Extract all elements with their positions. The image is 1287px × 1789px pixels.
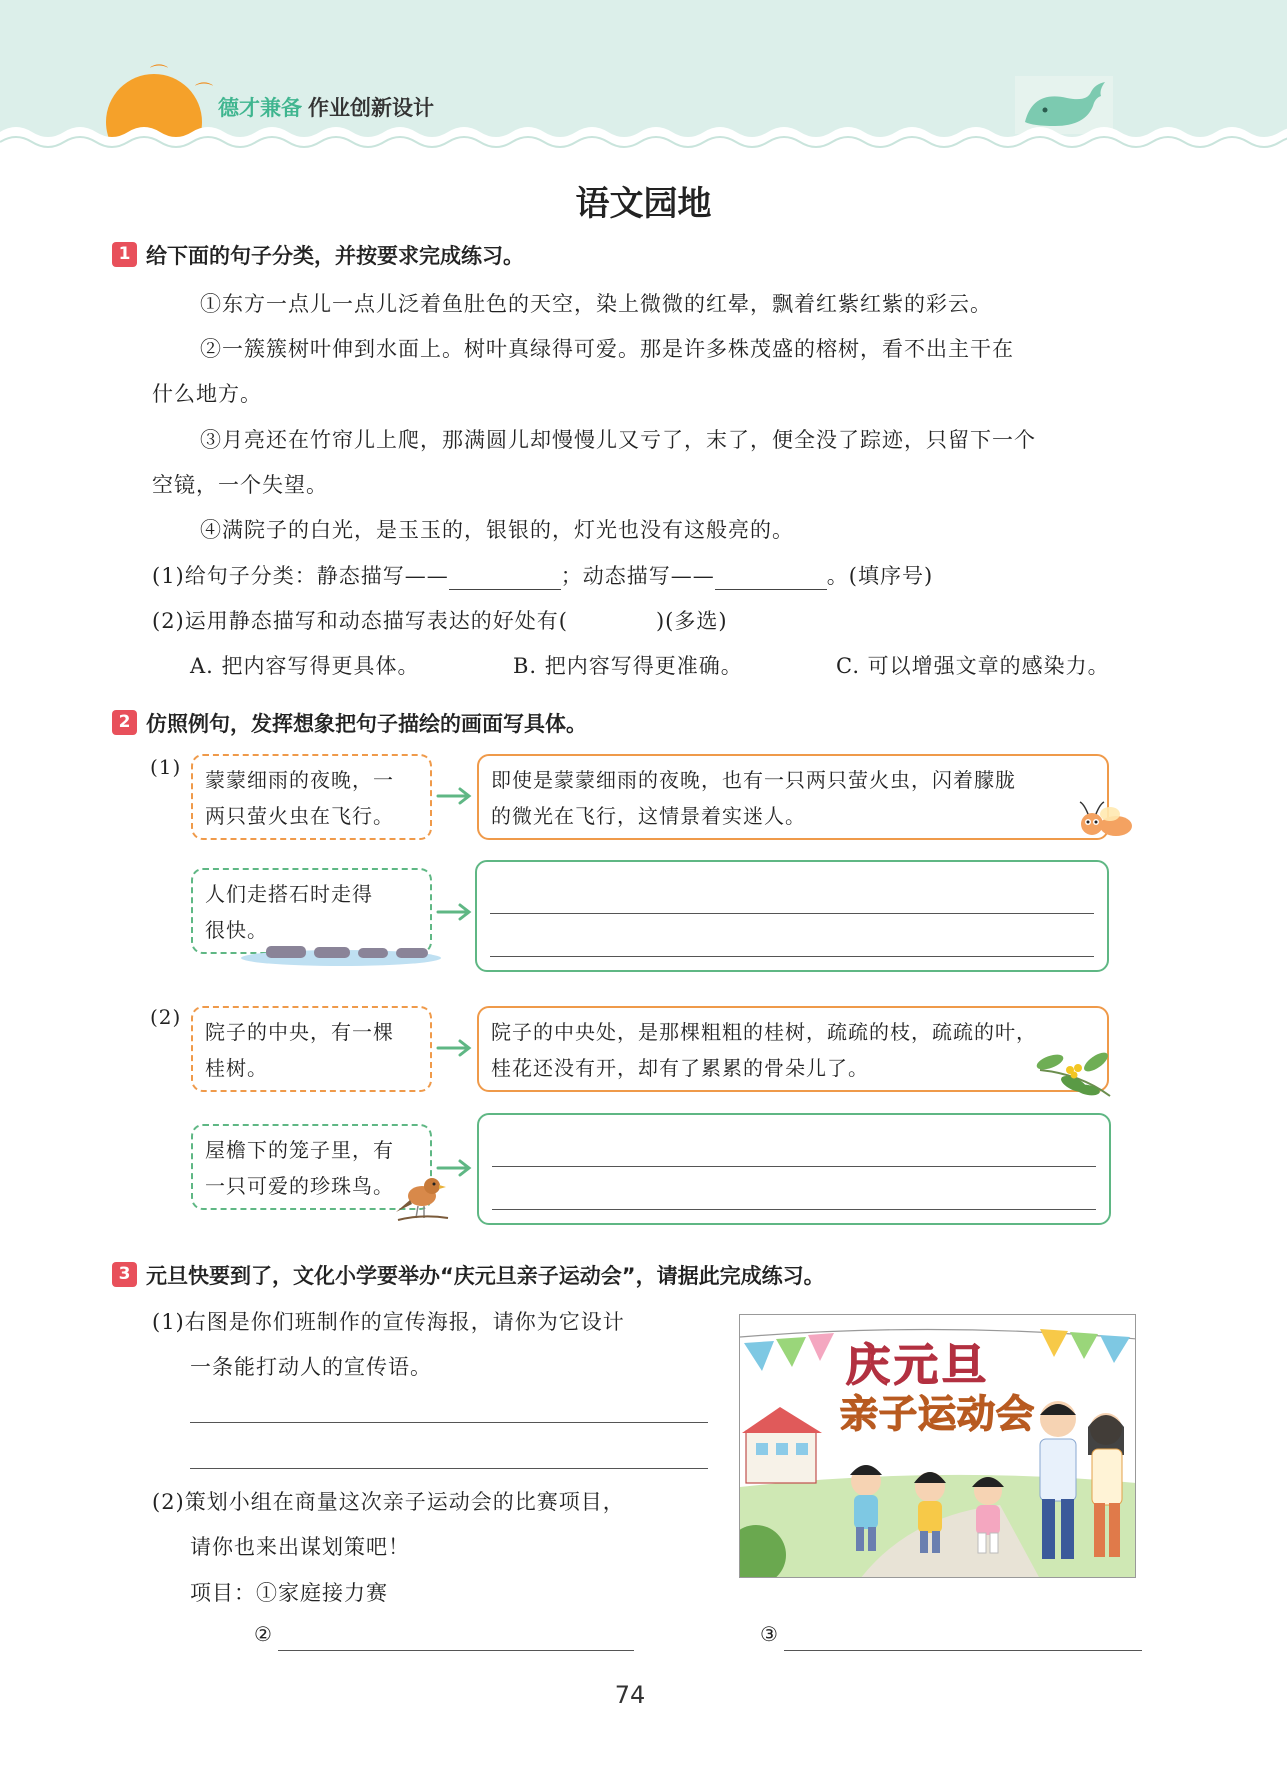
box-line: 的微光在飞行，这情景着实迷人。: [491, 804, 806, 828]
sub-question: [152, 560, 933, 590]
brand-name: 德才兼备: [218, 96, 302, 120]
arrow-right-icon: [436, 1158, 476, 1178]
brand-subtitle: 作业创新设计: [308, 96, 434, 120]
sub-question-text: (1)右图是你们班制作的宣传海报，请你为它设计: [152, 1310, 625, 1334]
bird-icon: ⌒: [195, 82, 213, 103]
page-title: 语文园地: [575, 184, 712, 224]
answer-blank[interactable]: [449, 567, 561, 590]
item-label: 项目：①家庭接力赛: [190, 1581, 388, 1605]
part-label: (1): [150, 755, 182, 779]
box-line: 桂花还没有开，却有了累累的骨朵儿了。: [491, 1056, 869, 1080]
option-a[interactable]: A. 把内容写得更具体。: [190, 654, 420, 678]
question-number: 1: [112, 242, 137, 267]
sub-question: [152, 605, 728, 635]
wave-divider: [0, 118, 1287, 150]
answer-line[interactable]: [190, 1422, 708, 1423]
sentence-line: 什么地方。: [152, 382, 262, 406]
poster-image: [739, 1314, 1136, 1578]
sub-question-text: 请你也来出谋划策吧！: [190, 1535, 410, 1559]
box-line: 蒙蒙细雨的夜晚，一: [205, 768, 394, 792]
sub-question-text: 。(填序号): [826, 564, 934, 588]
box-line: 桂树。: [205, 1056, 268, 1080]
arrow-right-icon: [436, 902, 476, 922]
box-line: 院子的中央处，是那棵粗粗的桂树，疏疏的枝，疏疏的叶，: [491, 1020, 1037, 1044]
sub-question-text: ；动态描写——: [560, 564, 715, 588]
sub-question-text: (2)运用静态描写和动态描写表达的好处有(: [152, 609, 568, 633]
bird-icon: ⌒: [150, 64, 168, 85]
arrow-right-icon: [436, 786, 476, 806]
blank-number: ③: [760, 1622, 778, 1646]
box-line: 即使是蒙蒙细雨的夜晚，也有一只两只萤火虫，闪着朦胧: [491, 768, 1016, 792]
example-result-box: [477, 1006, 1109, 1092]
question-number: 2: [112, 710, 137, 735]
stepping-stones-icon: [238, 940, 444, 968]
page-header: [0, 0, 1287, 150]
answer-line[interactable]: [190, 1468, 708, 1469]
arrow-right-icon: [436, 1038, 476, 1058]
page-number: 74: [614, 1681, 646, 1709]
box-line: 屋檐下的笼子里，有: [205, 1138, 394, 1162]
box-line: 很快。: [205, 918, 268, 942]
sentence-line: ②一簇簇树叶伸到水面上。树叶真绿得可爱。那是许多株茂盛的榕树，看不出主干在: [200, 337, 1014, 361]
blank-number: ②: [254, 1622, 272, 1646]
answer-line[interactable]: [492, 1209, 1096, 1210]
osmanthus-branch-icon: [1030, 1044, 1120, 1102]
poster-subtitle: 亲子运动会: [840, 1392, 1036, 1436]
box-line: 一只可爱的珍珠鸟。: [205, 1174, 394, 1198]
sub-question-text: (2)策划小组在商量这次亲子运动会的比赛项目，: [152, 1490, 625, 1514]
sub-question-text: (1)给句子分类：静态描写——: [152, 564, 449, 588]
answer-line[interactable]: [278, 1650, 634, 1651]
question-prompt: 仿照例句，发挥想象把句子描绘的画面写具体。: [146, 712, 587, 736]
answer-line[interactable]: [784, 1650, 1142, 1651]
answer-line[interactable]: [490, 956, 1094, 957]
example-source-box: [191, 1006, 432, 1092]
answer-blank[interactable]: [715, 567, 827, 590]
question-prompt: 给下面的句子分类，并按要求完成练习。: [146, 244, 524, 268]
sub-question-text: )(多选): [655, 609, 728, 633]
sentence-line: ①东方一点儿一点儿泛着鱼肚色的天空，染上微微的红晕，飘着红紫红紫的彩云。: [200, 292, 992, 316]
example-source-box: [191, 754, 432, 840]
option-b[interactable]: B. 把内容写得更准确。: [513, 654, 743, 678]
box-line: 两只萤火虫在飞行。: [205, 804, 394, 828]
question-prompt: 元旦快要到了，文化小学要举办“庆元旦亲子运动会”，请据此完成练习。: [146, 1264, 825, 1288]
sub-question-text: 一条能打动人的宣传语。: [190, 1355, 432, 1379]
answer-line[interactable]: [490, 913, 1094, 914]
part-label: (2): [150, 1005, 182, 1029]
box-line: 人们走搭石时走得: [205, 882, 373, 906]
poster-title: 庆元旦: [846, 1340, 990, 1391]
firefly-icon: [1074, 800, 1136, 846]
answer-line[interactable]: [492, 1166, 1096, 1167]
example-result-box: [477, 754, 1109, 840]
sentence-line: ④满院子的白光，是玉玉的，银银的，灯光也没有这般亮的。: [200, 518, 794, 542]
sentence-line: 空镜，一个失望。: [152, 473, 328, 497]
option-c[interactable]: C. 可以增强文章的感染力。: [836, 654, 1110, 678]
box-line: 院子的中央，有一棵: [205, 1020, 394, 1044]
sentence-line: ③月亮还在竹帘儿上爬，那满圆儿却慢慢儿又亏了，末了，便全没了踪迹，只留下一个: [200, 428, 1036, 452]
question-number: 3: [112, 1262, 137, 1287]
